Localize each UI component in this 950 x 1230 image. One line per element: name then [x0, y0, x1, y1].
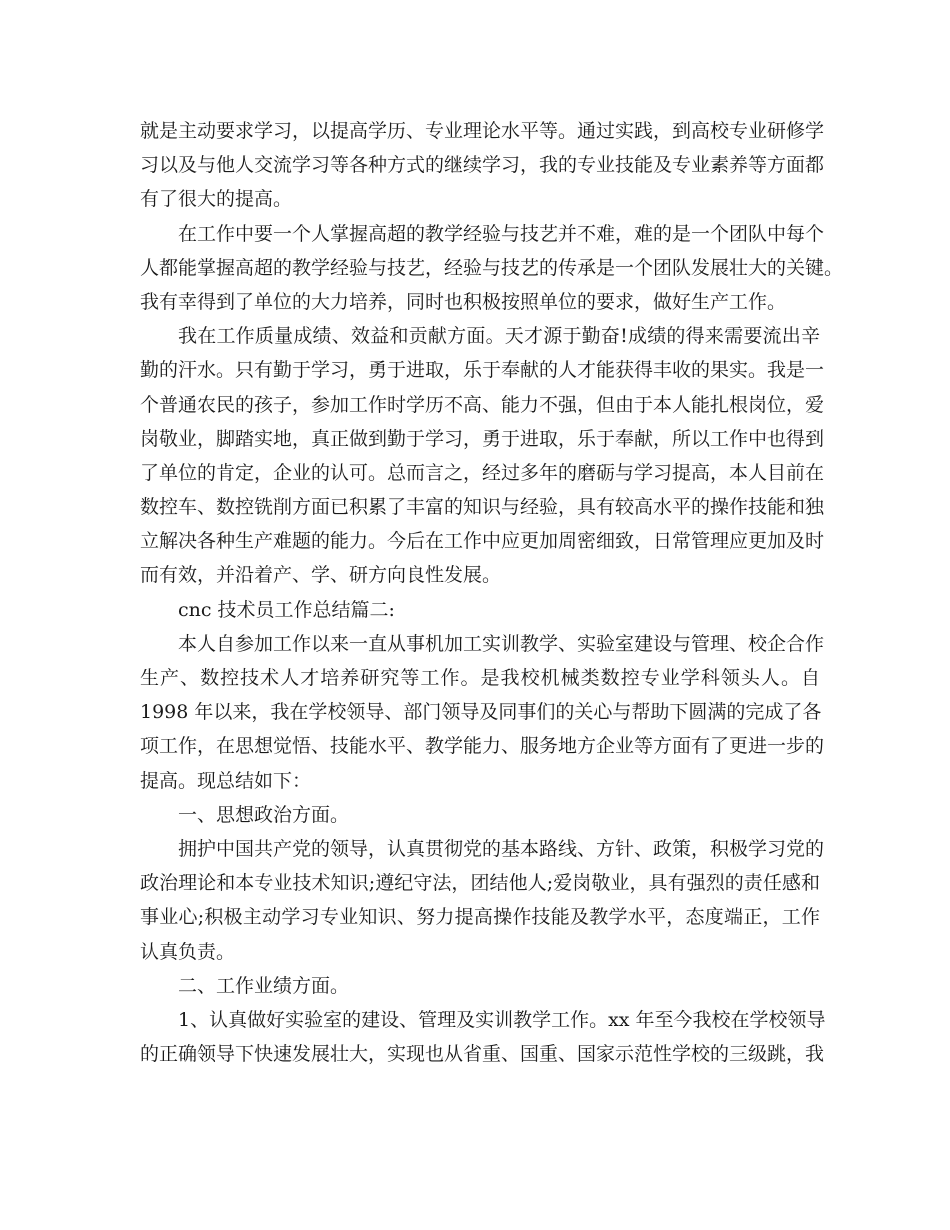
text-line: 提高。现总结如下： [140, 769, 312, 792]
text-line: 项工作，在思想觉悟、技能水平、教学能力、服务地方企业等方面有了更进一步的 [140, 735, 825, 758]
text-line: 就是主动要求学习，以提高学历、专业理论水平等。通过实践，到高校专业研修学 [140, 120, 825, 142]
text-line: 我在工作质量成绩、效益和贡献方面。天才源于勤奋!成绩的得来需要流出辛 [178, 325, 820, 348]
text-line: 一、思想政治方面。 [178, 803, 350, 826]
text-line: 有了很大的提高。 [140, 188, 293, 211]
text-line: 勤的汗水。只有勤于学习，勇于进取，乐于奉献的人才能获得丰收的果实。我是一 [140, 359, 825, 382]
text-line: 我有幸得到了单位的大力培养，同时也积极按照单位的要求，做好生产工作。 [140, 290, 787, 313]
text-line: 数控车、数控铣削方面已积累了丰富的知识与经验，具有较高水平的操作技能和独 [140, 496, 825, 519]
text-line: 生产、数控技术人才培养研究等工作。是我校机械类数控专业学科领头人。自 [140, 667, 820, 689]
text-line: 的正确领导下快速发展壮大，实现也从省重、国重、国家示范性学校的三级跳，我 [140, 1043, 825, 1066]
text-line: 习以及与他人交流学习等各种方式的继续学习，我的专业技能及专业素养等方面都 [140, 154, 825, 177]
text-line: 认真负责。 [140, 940, 236, 963]
text-line: 事业心;积极主动学习专业知识、努力提高操作技能及教学水平，态度端正，工作 [140, 906, 820, 929]
text-line: 二、工作业绩方面。 [178, 974, 350, 997]
text-line: 立解决各种生产难题的能力。今后在工作中应更加周密细致，日常管理应更加及时 [140, 530, 825, 553]
text-line: 岗敬业，脚踏实地，真正做到勤于学习，勇于进取，乐于奉献，所以工作中也得到 [140, 427, 825, 450]
text-line: 人都能掌握高超的教学经验与技艺，经验与技艺的传承是一个团队发展壮大的关键。 [140, 256, 844, 279]
text-line: 拥护中国共产党的领导，认真贯彻党的基本路线、方针、政策，积极学习党的 [178, 837, 825, 860]
text-line: 政治理论和本专业技术知识;遵纪守法，团结他人;爱岗敬业，具有强烈的责任感和 [140, 872, 820, 895]
text-line: 了单位的肯定，企业的认可。总而言之，经过多年的磨砺与学习提高，本人目前在 [140, 461, 825, 484]
text-line: 本人自参加工作以来一直从事机加工实训教学、实验室建设与管理、校企合作 [178, 632, 825, 655]
text-line: 在工作中要一个人掌握高超的教学经验与技艺并不难，难的是一个团队中每个 [178, 222, 825, 245]
document-body [140, 114, 844, 1071]
text-line: 个普通农民的孩子，参加工作时学历不高、能力不强，但由于本人能扎根岗位，爱 [140, 393, 825, 416]
text-line: 1998 年以来，我在学校领导、部门领导及同事们的关心与帮助下圆满的完成了各 [140, 701, 822, 724]
text-line: 而有效，并沿着产、学、研方向良性发展。 [140, 564, 502, 587]
text-line: 1、认真做好实验室的建设、管理及实训教学工作。xx 年至今我校在学校领导 [178, 1008, 826, 1031]
text-line: cnc 技术员工作总结篇二: [178, 598, 395, 621]
